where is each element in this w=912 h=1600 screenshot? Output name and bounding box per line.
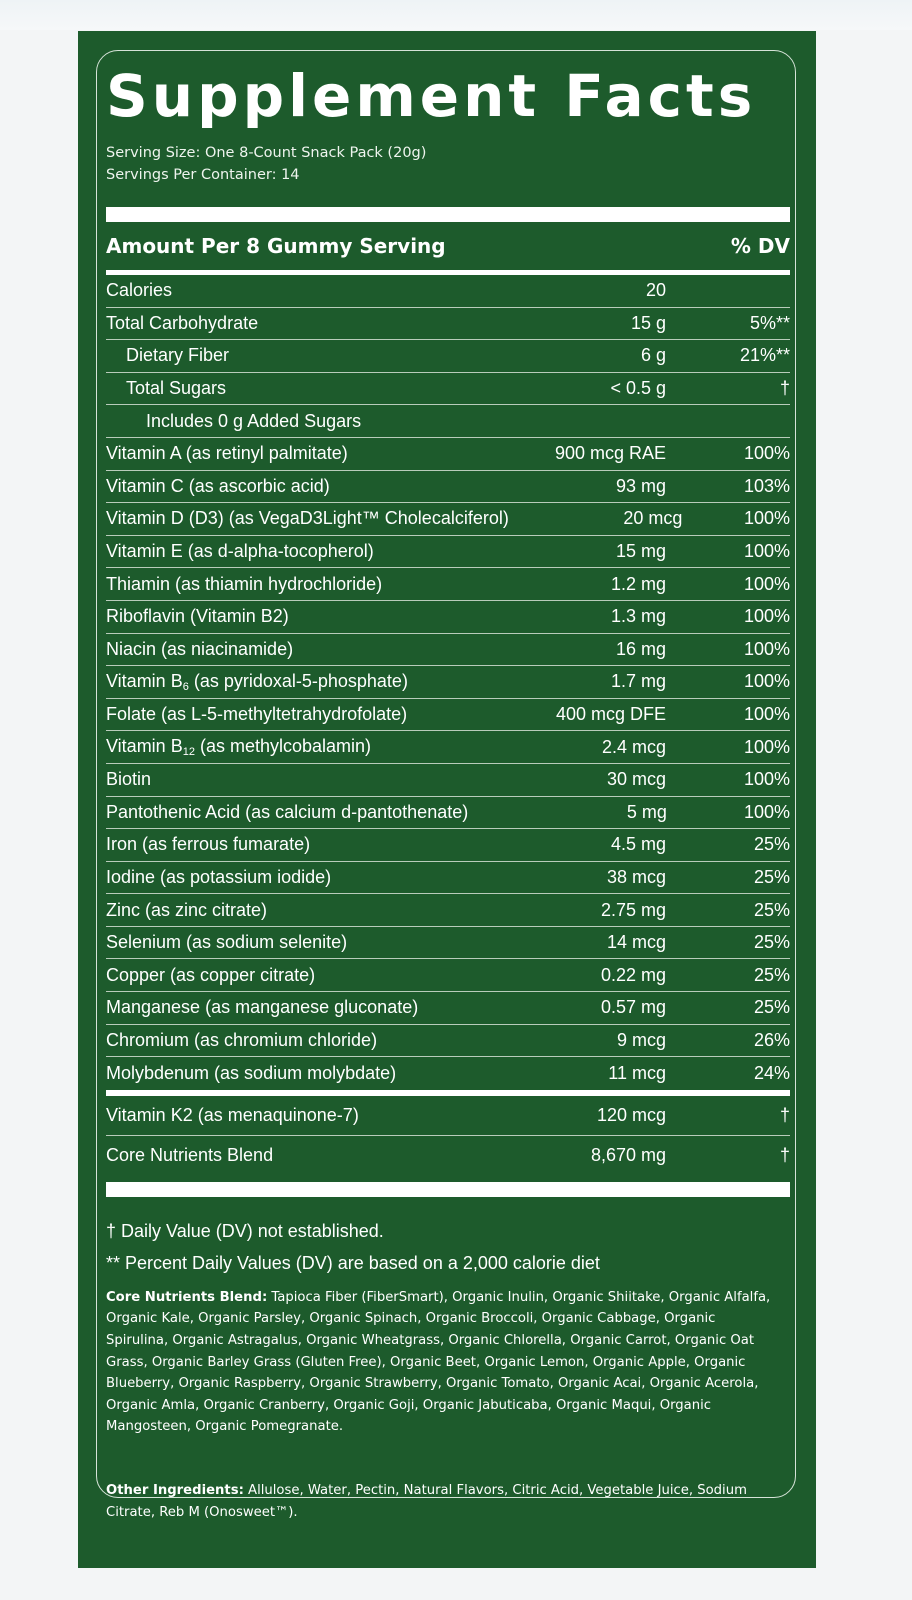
nutrient-daily-value: 100% — [743, 606, 790, 627]
nutrient-daily-value: 100% — [743, 443, 790, 464]
nutrient-amount: 93 mg — [615, 475, 666, 496]
nutrient-name: Riboflavin (Vitamin B2) — [106, 606, 289, 627]
nutrient-amount: 120 mcg — [596, 1104, 666, 1125]
divider-thick — [106, 207, 790, 222]
table-row — [106, 438, 790, 471]
table-row — [106, 601, 790, 634]
table-row — [106, 1057, 790, 1090]
nutrient-name: Copper (as copper citrate) — [106, 964, 316, 985]
nutrient-name: Selenium (as sodium selenite) — [106, 932, 348, 953]
nutrient-name: Vitamin A (as retinyl palmitate) — [106, 443, 348, 464]
nutrient-daily-value: 21%** — [739, 345, 790, 366]
servings-per-container: Servings Per Container: 14 — [106, 167, 300, 183]
nutrient-name: Molybdenum (as sodium molybdate) — [106, 1063, 397, 1084]
table-row — [106, 308, 790, 341]
table-row — [106, 503, 790, 536]
other-ingredients — [106, 1480, 778, 1523]
top-strip — [0, 0, 912, 30]
table-row — [106, 1136, 790, 1176]
nutrient-name-part: (as pyridoxal-5-phosphate) — [188, 670, 408, 691]
core-blend-ingredients — [106, 1287, 778, 1438]
nutrient-daily-value: 24% — [753, 1063, 790, 1084]
table-row — [106, 471, 790, 504]
table-row — [106, 275, 790, 308]
nutrient-amount: 1.3 mg — [610, 606, 666, 627]
footnote-dagger: † Daily Value (DV) not established. — [106, 1220, 384, 1241]
page-title: Supplement Facts — [106, 62, 757, 130]
nutrient-daily-value: 25% — [753, 866, 790, 887]
nutrient-name: Vitamin E (as d-alpha-tocopherol) — [106, 541, 374, 562]
nutrient-amount: 16 mg — [615, 638, 666, 659]
table-row — [106, 862, 790, 895]
nutrient-daily-value: 25% — [753, 899, 790, 920]
nutrient-name: Vitamin K2 (as menaquinone-7) — [106, 1104, 359, 1125]
nutrient-amount: 400 mcg DFE — [555, 704, 666, 725]
extras-table — [106, 1096, 790, 1176]
nutrient-name: Thiamin (as thiamin hydrochloride) — [106, 573, 383, 594]
nutrient-name: Niacin (as niacinamide) — [106, 638, 294, 659]
nutrient-amount: 20 — [645, 280, 666, 301]
nutrient-amount: 30 mcg — [606, 769, 666, 790]
nutrient-daily-value: 26% — [753, 1029, 790, 1050]
nutrient-daily-value: 100% — [743, 508, 790, 529]
nutrient-name: Chromium (as chromium chloride) — [106, 1029, 378, 1050]
nutrient-name-part: Vitamin B — [106, 736, 183, 757]
nutrient-daily-value: 100% — [743, 573, 790, 594]
core-blend-label: Core Nutrients Blend: — [106, 1289, 268, 1305]
nutrient-name: Vitamin D (D3) (as VegaD3Light™ Cholecalciferol) — [106, 508, 509, 529]
table-row — [106, 666, 790, 699]
table-row — [106, 373, 790, 406]
nutrient-name-part: (as methylcobalamin) — [194, 736, 372, 757]
table-row — [106, 894, 790, 927]
nutrient-amount: 20 mcg — [623, 508, 683, 529]
nutrient-amount: 9 mcg — [616, 1029, 666, 1050]
table-row — [106, 992, 790, 1025]
nutrient-daily-value: 5%** — [749, 312, 790, 333]
nutrient-amount: 15 mg — [615, 541, 666, 562]
nutrient-name-part: Vitamin B — [106, 670, 183, 691]
nutrient-name — [106, 671, 466, 693]
nutrient-amount: 1.2 mg — [610, 573, 666, 594]
nutrient-amount: 2.75 mg — [600, 899, 666, 920]
nutrient-amount: 14 mcg — [606, 932, 666, 953]
divider-thick — [106, 1182, 790, 1197]
nutrient-daily-value: 100% — [743, 541, 790, 562]
nutrient-name: Total Carbohydrate — [106, 312, 259, 333]
nutrient-amount: 900 mcg RAE — [554, 443, 666, 464]
nutrient-amount: 11 mcg — [608, 1063, 666, 1084]
other-ingredients-label: Other Ingredients: — [106, 1483, 244, 1498]
nutrient-name: Includes 0 g Added Sugars — [146, 410, 362, 431]
nutrient-daily-value: 25% — [753, 964, 790, 985]
footnote-percent: ** Percent Daily Values (DV) are based on a 2,000 calorie diet — [106, 1252, 600, 1273]
nutrient-name-subscript: 12 — [182, 746, 195, 759]
nutrient-amount: 2.4 mcg — [601, 736, 666, 757]
nutrient-amount: 8,670 mg — [590, 1145, 666, 1166]
nutrient-amount: 1.7 mg — [610, 671, 666, 692]
nutrient-name: Biotin — [106, 769, 152, 790]
nutrient-daily-value: 103% — [743, 475, 790, 496]
nutrient-table — [106, 275, 790, 1090]
nutrient-amount: 38 mcg — [606, 866, 666, 887]
table-row — [106, 1096, 790, 1136]
nutrient-daily-value: 100% — [743, 704, 790, 725]
nutrient-daily-value: 100% — [743, 801, 790, 822]
serving-size: Serving Size: One 8-Count Snack Pack (20g) — [106, 145, 427, 161]
label-content — [106, 60, 806, 1523]
other-ingredients-text: Allulose, Water, Pectin, Natural Flavors, Citric Acid, Vegetable Juice, Sodium Citrate, Reb M (Onosweet™). — [106, 1483, 747, 1520]
table-header — [106, 222, 790, 270]
table-row — [106, 568, 790, 601]
nutrient-name: Iron (as ferrous fumarate) — [106, 834, 311, 855]
nutrient-amount: 0.22 mg — [600, 964, 666, 985]
nutrient-name: Total Sugars — [126, 378, 227, 399]
table-row — [106, 634, 790, 667]
nutrient-daily-value: † — [779, 378, 790, 399]
table-row — [106, 699, 790, 732]
nutrient-amount: < 0.5 g — [610, 378, 666, 399]
nutrient-name-subscript: 6 — [182, 680, 189, 693]
nutrient-daily-value: 100% — [743, 769, 790, 790]
nutrient-name: Manganese (as manganese gluconate) — [106, 997, 419, 1018]
nutrient-amount: 5 mg — [626, 801, 667, 822]
nutrient-name: Core Nutrients Blend — [106, 1145, 274, 1166]
table-row — [106, 927, 790, 960]
table-row — [106, 536, 790, 569]
table-row — [106, 797, 790, 830]
nutrient-amount: 6 g — [640, 345, 666, 366]
nutrient-daily-value: 100% — [743, 736, 790, 757]
nutrient-amount: 0.57 mg — [600, 997, 666, 1018]
nutrient-amount: 4.5 mg — [610, 834, 666, 855]
nutrient-name — [106, 736, 466, 758]
nutrient-name: Folate (as L-5-methyltetrahydrofolate) — [106, 704, 408, 725]
nutrient-daily-value: 25% — [753, 834, 790, 855]
nutrient-amount: 15 g — [630, 312, 666, 333]
table-row — [106, 1025, 790, 1058]
header-dv-label: % DV — [730, 234, 790, 258]
table-row — [106, 829, 790, 862]
nutrient-name: Zinc (as zinc citrate) — [106, 899, 268, 920]
nutrient-name: Vitamin C (as ascorbic acid) — [106, 475, 330, 496]
core-blend-text: Tapioca Fiber (FiberSmart), Organic Inulin, Organic Shiitake, Organic Alfalfa, Organic Kale, Organic Parsley, Organic Spinach, Organic Broccoli, Organic Cabbage, Organic Spirulina, Organic Astragalus, Organic Wheatgrass, Organic Chlorella, Organic Carrot, Organic Oat Grass, Organic Barley Grass (Gluten Free), Organic Beet, Organic Lemon, Organic Apple, Organic Blueberry, Organic Raspberry, Organic Strawberry, Organic Tomato, Organic Acai, Organic Acerola, Organic Amla, Organic Cranberry, Organic Goji, Organic Jabuticaba, Organic Maqui, Organic Mangosteen, Organic Pomegranate. — [106, 1289, 771, 1435]
nutrient-name: Pantothenic Acid (as calcium d-pantothenate) — [106, 801, 469, 822]
nutrient-daily-value: 25% — [753, 932, 790, 953]
nutrient-name: Dietary Fiber — [126, 345, 230, 366]
header-amount-label: Amount Per 8 Gummy Serving — [106, 234, 446, 258]
table-row — [106, 731, 790, 764]
nutrient-daily-value: 100% — [743, 638, 790, 659]
table-row — [106, 340, 790, 373]
nutrient-name: Iodine (as potassium iodide) — [106, 866, 332, 887]
nutrient-name: Calories — [106, 280, 173, 301]
nutrient-daily-value: † — [779, 1145, 790, 1166]
nutrient-daily-value: 25% — [753, 997, 790, 1018]
table-row — [106, 405, 790, 438]
nutrient-daily-value: † — [779, 1104, 790, 1125]
table-row — [106, 959, 790, 992]
table-row — [106, 764, 790, 797]
nutrient-daily-value: 100% — [743, 671, 790, 692]
